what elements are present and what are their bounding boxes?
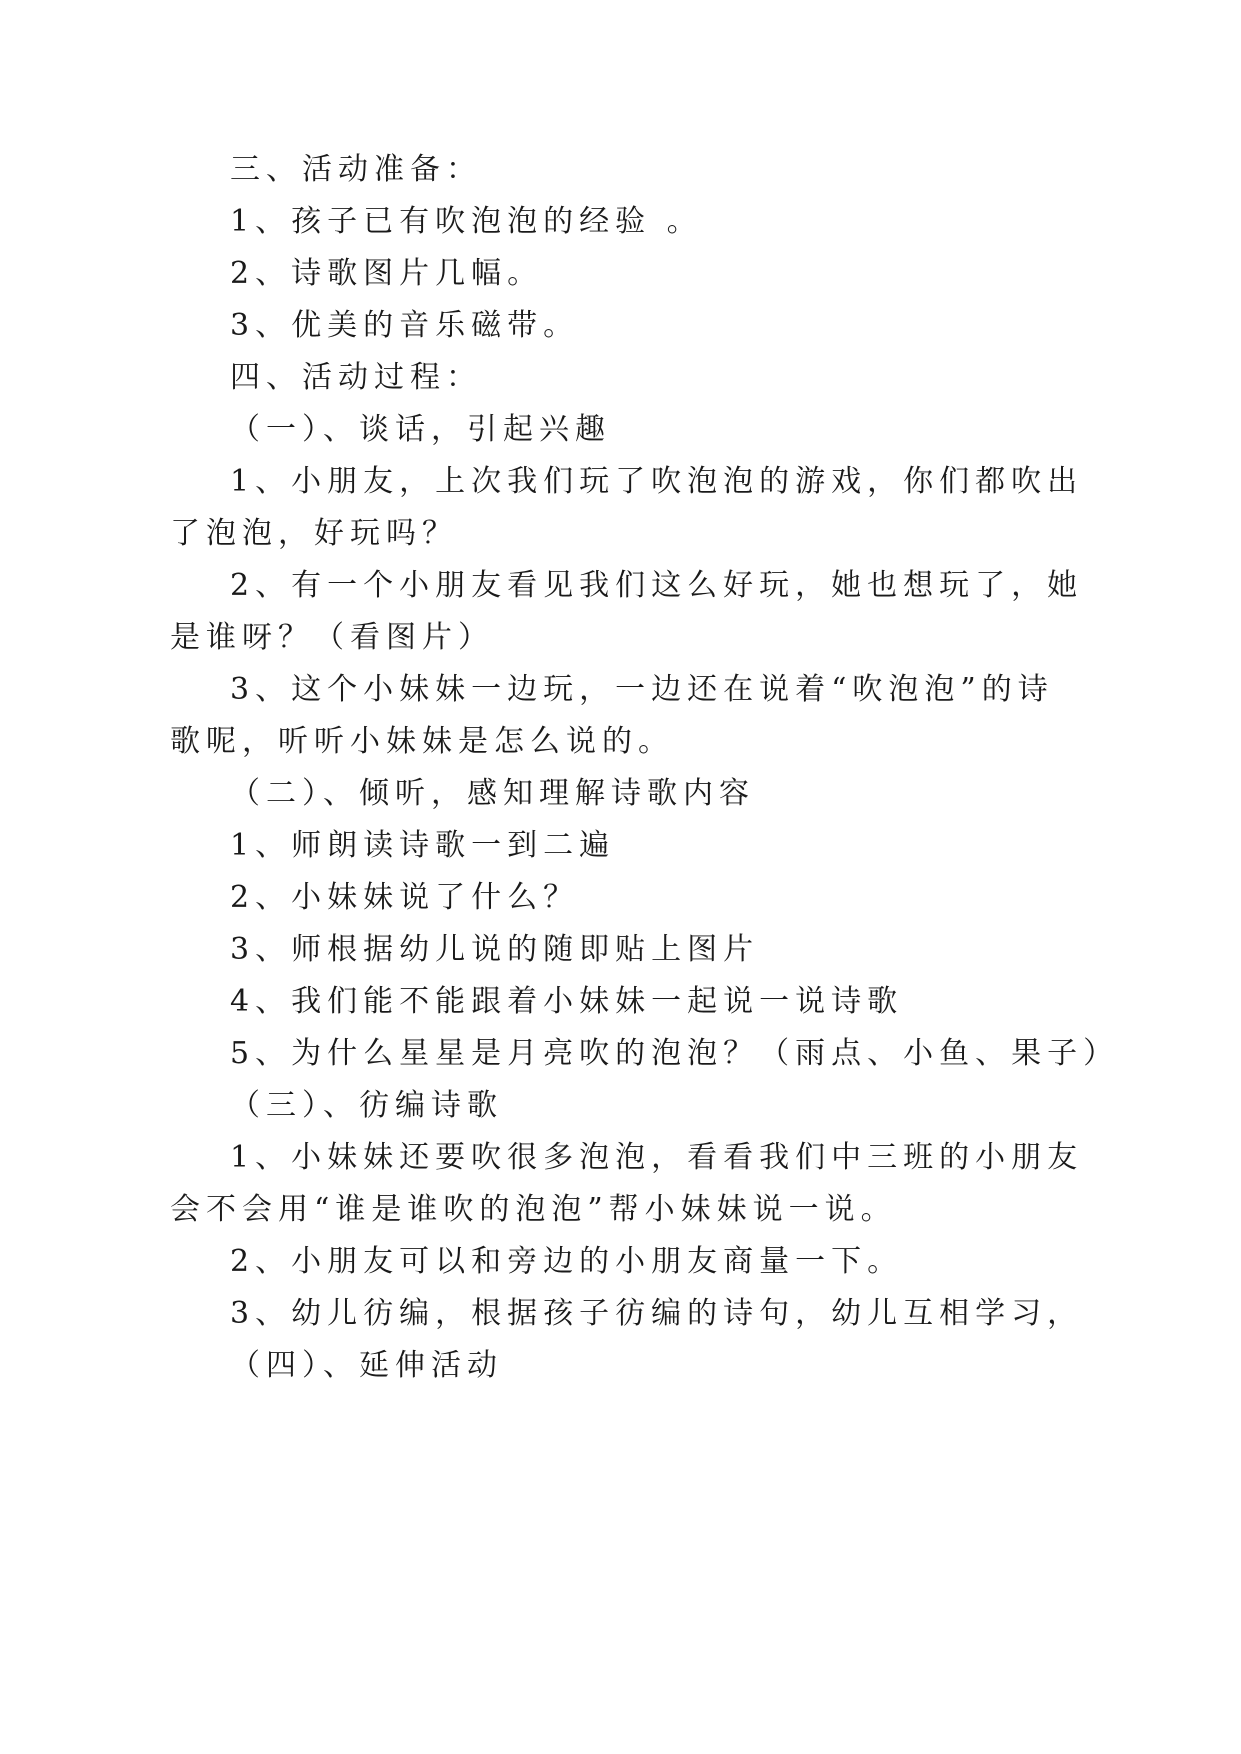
list-item: 4、我们能不能跟着小妹妹一起说一说诗歌 bbox=[230, 984, 904, 1019]
prep-item-2: 2、诗歌图片几幅。 bbox=[230, 256, 544, 291]
subsection-heading-3: （三）、彷编诗歌 bbox=[230, 1088, 503, 1123]
paragraph-line: 2、有一个小朋友看见我们这么好玩，她也想玩了，她 bbox=[230, 568, 1084, 603]
list-item: 2、小妹妹说了什么？ bbox=[230, 880, 580, 915]
subsection-heading-2: （二）、倾听，感知理解诗歌内容 bbox=[230, 776, 755, 811]
subsection-heading-1: （一）、谈话，引起兴趣 bbox=[230, 412, 611, 447]
list-item: 5、为什么星星是月亮吹的泡泡？（雨点、小鱼、果子） bbox=[230, 1036, 1120, 1071]
paragraph-line: 3、这个小妹妹一边玩，一边还在说着“吹泡泡”的诗 bbox=[230, 672, 1054, 707]
paragraph-line: 会不会用“谁是谁吹的泡泡”帮小妹妹说一说。 bbox=[170, 1192, 897, 1227]
list-item: 1、师朗读诗歌一到二遍 bbox=[230, 828, 616, 863]
subsection-heading-4: （四）、延伸活动 bbox=[230, 1348, 503, 1383]
prep-item-1: 1、孩子已有吹泡泡的经验 。 bbox=[230, 204, 703, 239]
list-item: 2、小朋友可以和旁边的小朋友商量一下。 bbox=[230, 1244, 904, 1279]
prep-item-3: 3、优美的音乐磁带。 bbox=[230, 308, 580, 343]
list-item: 3、幼儿彷编，根据孩子彷编的诗句，幼儿互相学习， bbox=[230, 1296, 1084, 1331]
section-heading-process: 四、活动过程： bbox=[230, 360, 482, 395]
section-heading-preparation: 三、活动准备： bbox=[230, 152, 482, 187]
paragraph-line: 了泡泡，好玩吗？ bbox=[170, 516, 458, 551]
list-item: 3、师根据幼儿说的随即贴上图片 bbox=[230, 932, 760, 967]
paragraph-line: 是谁呀？（看图片） bbox=[170, 620, 494, 655]
paragraph-line: 1、小妹妹还要吹很多泡泡，看看我们中三班的小朋友 bbox=[230, 1140, 1084, 1175]
paragraph-line: 歌呢，听听小妹妹是怎么说的。 bbox=[170, 724, 674, 759]
paragraph-line: 1、小朋友，上次我们玩了吹泡泡的游戏，你们都吹出 bbox=[230, 464, 1084, 499]
